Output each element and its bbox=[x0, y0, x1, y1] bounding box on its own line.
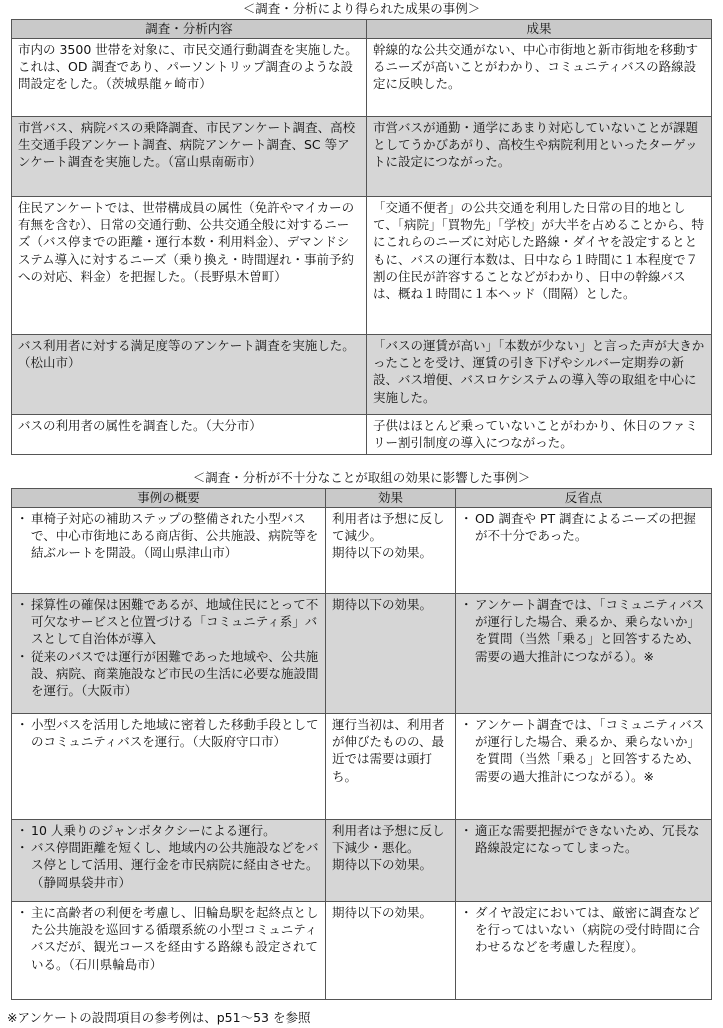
column-header-content: 調査・分析内容 bbox=[12, 20, 367, 39]
result-cell: 幹線的な公共交通がない、中心市街地と新市街地を移動するニーズが高いことがわかり、コミュニティバスの路線設定に反映した。 bbox=[367, 39, 712, 117]
summary-bullet: ・ 採算性の確保は困難であるが、地域住民にとって不可欠なサービスと位置づける「コミュニティ系」バスとして自治体が導入 bbox=[18, 596, 320, 648]
summary-bullet: ・ 小型バスを活用した地域に密着した移動手段としてのコミュニティバスを運行。（大阪府守口市） bbox=[18, 716, 320, 750]
effect-cell: 運行当初は、利用者が伸びたものの、最近では需要は頭打ち。 bbox=[326, 714, 456, 820]
results-table bbox=[11, 19, 712, 455]
column-header-reflection: 反省点 bbox=[456, 489, 712, 508]
reflection-bullet: ・ アンケート調査では、「コミュニティバスが運行した場合、乗るか、乗らないか」を質問（当然「乗る」と回答するため、需要の過大推計につながる）。※ bbox=[462, 716, 706, 785]
table-row bbox=[12, 117, 712, 197]
content-cell: バス利用者に対する満足度等のアンケート調査を実施した。（松山市） bbox=[12, 335, 367, 415]
effect-cell: 期待以下の効果。 bbox=[326, 902, 456, 1000]
effect-cell: 利用者は予想に反し下減少・悪化。 期待以下の効果。 bbox=[326, 820, 456, 902]
table-row bbox=[12, 39, 712, 117]
summary-bullet: ・ 10 人乗りのジャンボタクシーによる運行。 bbox=[18, 822, 320, 839]
summary-cell bbox=[12, 902, 326, 1000]
summary-cell bbox=[12, 714, 326, 820]
column-header-summary: 事例の概要 bbox=[12, 489, 326, 508]
table-row bbox=[12, 902, 712, 1000]
table2-title: ＜調査・分析が不十分なことが取組の効果に影響した事例＞ bbox=[192, 470, 531, 485]
reflection-cell bbox=[456, 714, 712, 820]
table-header-row bbox=[12, 20, 712, 39]
table-row bbox=[12, 335, 712, 415]
summary-cell bbox=[12, 820, 326, 902]
summary-bullet: ・ 従来のバスでは運行が困難であった地域や、公共施設、病院、商業施設など市民の生活に必要な施設間を運行。（大阪市） bbox=[18, 648, 320, 700]
reflection-bullet: ・ アンケート調査では、「コミュニティバスが運行した場合、乗るか、乗らないか」を質問（当然「乗る」と回答するため、需要の過大推計につながる）。※ bbox=[462, 596, 706, 665]
summary-cell bbox=[12, 508, 326, 594]
reflection-bullet: ・ 適正な需要把握ができないため、冗長な路線設定になってしまった。 bbox=[462, 822, 706, 856]
reflection-cell bbox=[456, 508, 712, 594]
reflection-cell bbox=[456, 820, 712, 902]
table1-title: ＜調査・分析により得られた成果の事例＞ bbox=[242, 1, 481, 16]
table-row bbox=[12, 714, 712, 820]
content-cell: バスの利用者の属性を調査した。（大分市） bbox=[12, 415, 367, 455]
column-header-effect: 効果 bbox=[326, 489, 456, 508]
issues-table bbox=[11, 488, 712, 1000]
effect-cell: 期待以下の効果。 bbox=[326, 594, 456, 714]
content-cell: 市営バス、病院バスの乗降調査、市民アンケート調査、高校生交通手段アンケート調査、病院アンケート調査、SC 等アンケート調査を実施した。（富山県南砺市） bbox=[12, 117, 367, 197]
reflection-bullet: ・ ダイヤ設定においては、厳密に調査などを行ってはいない（病院の受付時間に合わせるなどを考慮した程度）。 bbox=[462, 904, 706, 956]
summary-bullet: ・ 主に高齢者の利便を考慮し、旧輪島駅を起終点とした公共施設を巡回する循環系統の小型コミュニティバスだが、観光コースを経由する路線も設定されている。（石川県輪島市） bbox=[18, 904, 320, 973]
table-row bbox=[12, 197, 712, 335]
table-row bbox=[12, 415, 712, 455]
table-row bbox=[12, 820, 712, 902]
summary-cell bbox=[12, 594, 326, 714]
summary-bullet: ・ バス停間距離を短くし、地域内の公共施設などをバス停として活用、運行金を市民病院に経由させた。（静岡県袋井市） bbox=[18, 839, 320, 891]
summary-bullet: ・ 車椅子対応の補助ステップの整備された小型バスで、中心市街地にある商店街、公共施設、病院等を結ぶルートを開設。（岡山県津山市） bbox=[18, 510, 320, 562]
reflection-bullet: ・ OD 調査や PT 調査によるニーズの把握が不十分であった。 bbox=[462, 510, 706, 544]
column-header-result: 成果 bbox=[367, 20, 712, 39]
footnote: ※アンケートの設問項目の参考例は、p51～53 を参照 bbox=[7, 1010, 311, 1025]
table-header-row bbox=[12, 489, 712, 508]
table-row bbox=[12, 594, 712, 714]
result-cell: 「交通不便者」の公共交通を利用した日常の目的地として、「病院」「買物先」「学校」が大半を占めることから、特にこれらのニーズに対応した路線・ダイヤを設定するとともに、バスの運行本数は、日中なら１時間に１本程度で７割の住民が許容することなどがわかり、日中の幹線バスは、概ね１時間に１本ヘッド（間隔）とした。 bbox=[367, 197, 712, 335]
reflection-cell bbox=[456, 594, 712, 714]
effect-cell: 利用者は予想に反して減少。 期待以下の効果。 bbox=[326, 508, 456, 594]
result-cell: 子供はほとんど乗っていないことがわかり、休日のファミリー割引制度の導入につながった。 bbox=[367, 415, 712, 455]
result-cell: 市営バスが通勤・通学にあまり対応していないことが課題としてうかびあがり、高校生や病院利用といったターゲットに設定につながった。 bbox=[367, 117, 712, 197]
result-cell: 「バスの運賃が高い」「本数が少ない」と言った声が大きかったことを受け、運賃の引き下げやシルバー定期券の新設、バス増便、バスロケシステムの導入等の取組を中心に実施した。 bbox=[367, 335, 712, 415]
content-cell: 住民アンケートでは、世帯構成員の属性（免許やマイカーの有無を含む）、日常の交通行動、公共交通全般に対するニーズ（バス停までの距離・運行本数・利用料金）、デマンドシステム導入に対するニーズ（乗り換え・時間遅れ・事前予約への対応、料金）を把握した。（長野県木曽町） bbox=[12, 197, 367, 335]
reflection-cell bbox=[456, 902, 712, 1000]
table-row bbox=[12, 508, 712, 594]
content-cell: 市内の 3500 世帯を対象に、市民交通行動調査を実施した。これは、OD 調査であり、パーソントリップ調査のような設問設定をした。（茨城県龍ヶ崎市） bbox=[12, 39, 367, 117]
